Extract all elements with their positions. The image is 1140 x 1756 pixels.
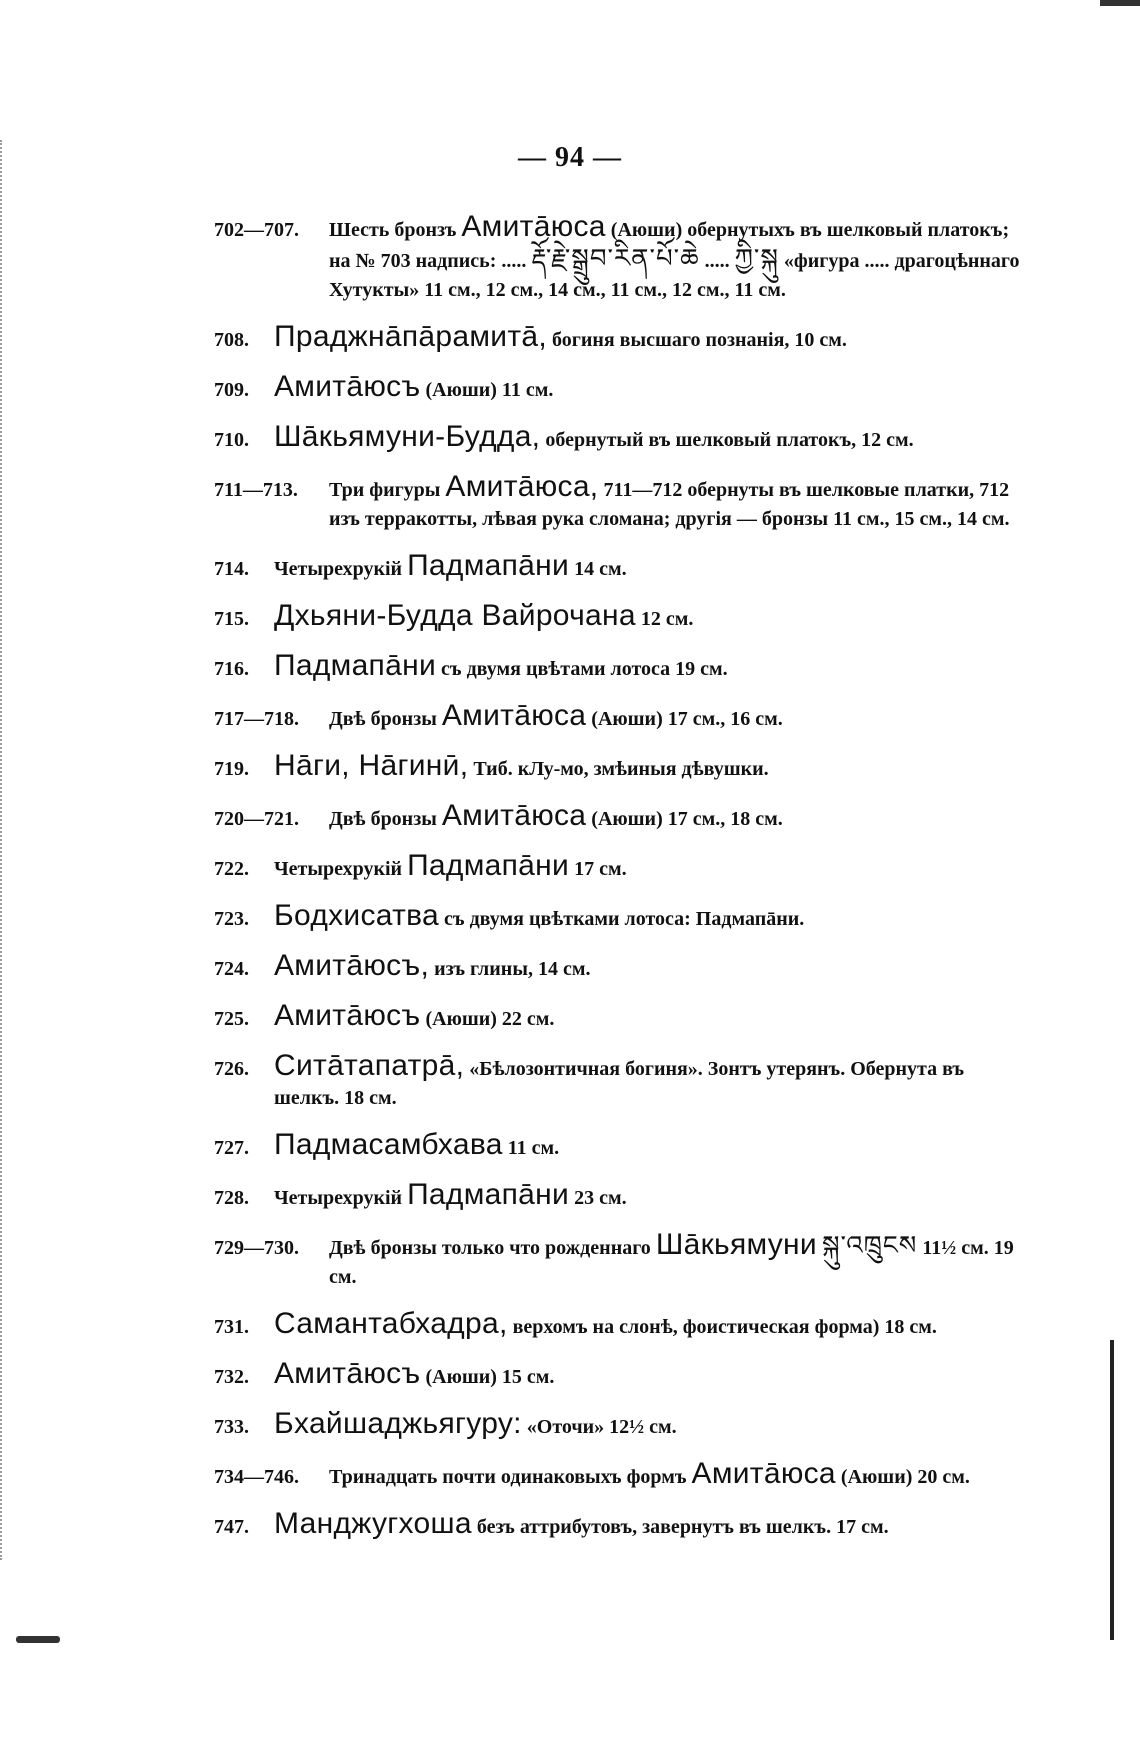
entry-text: Шесть бронзъ Амитāюса (Аюши) обернутыхъ въ шелковый платокъ; на № 703 надпись: ..... རྡོ་རྗེ་སྒྲུབ་རིན་པོ་ཆེ ..... ཀྱི་སྐུ «фигура ..... драгоцѣннаго Хутукты» 11 см., 12 см., 14 см., 11 см., 12 см., 11 см.	[329, 210, 1020, 301]
entry-number: 734—746.	[214, 1466, 299, 1488]
deity-name: Амитāюса	[691, 1457, 836, 1490]
tibetan-inscription: སྐུ་འཁྲུངས	[821, 1231, 918, 1261]
entry-number: 732.	[214, 1366, 249, 1388]
entry-number: 733.	[214, 1416, 249, 1438]
entry-text: Падмасамбхава 11 см.	[274, 1128, 560, 1161]
deity-name: Амитāюса	[441, 799, 587, 832]
entry-text: Праджнāпāрамитā, богиня высшаго познанія, 10 см.	[274, 320, 847, 353]
catalog-entry	[214, 701, 1034, 734]
deity-name: Амитāюса	[461, 210, 606, 243]
catalog-entry	[214, 901, 1034, 934]
deity-name: Самантабхадра,	[274, 1307, 508, 1340]
deity-name: Нāги, Нāгинӣ,	[274, 749, 469, 782]
entry-text: Нāги, Нāгинӣ, Тиб. кЛу-мо, змѣиныя дѣвушки.	[274, 749, 769, 782]
deity-name: Амитāюса,	[445, 470, 599, 503]
entry-number: 720—721.	[214, 808, 299, 830]
catalog-entry	[214, 1359, 1034, 1392]
entry-number: 722.	[214, 858, 249, 880]
entry-number: 715.	[214, 608, 249, 630]
scan-smudge	[16, 1636, 60, 1643]
catalog-entry	[214, 1309, 1034, 1342]
entry-number: 708.	[214, 329, 249, 351]
deity-name: Амитāюсъ	[274, 1357, 421, 1390]
catalog-entry	[214, 1409, 1034, 1442]
entry-text: Тринадцать почти одинаковыхъ формъ Амитāюса (Аюши) 20 см.	[329, 1457, 970, 1490]
entry-number: 729—730.	[214, 1237, 299, 1259]
entry-number: 725.	[214, 1008, 249, 1030]
catalog-entry	[214, 1001, 1034, 1034]
catalog-entry	[214, 372, 1034, 405]
catalog-entry	[214, 601, 1034, 634]
entry-number: 702—707.	[214, 219, 299, 241]
deity-name: Бодхисатва	[274, 899, 440, 932]
entry-number: 709.	[214, 379, 249, 401]
entry-number: 747.	[214, 1516, 249, 1538]
catalog-entry	[214, 322, 1034, 355]
entry-text: Двѣ бронзы Амитāюса (Аюши) 17 см., 18 см.	[329, 799, 783, 832]
catalog-entry	[214, 551, 1034, 584]
catalog-entry	[214, 422, 1034, 455]
deity-name: Амитāюсъ	[274, 999, 421, 1032]
entry-number: 714.	[214, 558, 249, 580]
deity-name: Амитāюсъ	[274, 370, 421, 403]
deity-name: Падмапāни	[274, 649, 437, 682]
entry-number: 719.	[214, 758, 249, 780]
entry-text: Амитāюсъ (Аюши) 22 см.	[274, 999, 555, 1032]
catalog-entry	[214, 951, 1034, 984]
catalog-entry	[214, 1051, 1034, 1113]
tibetan-inscription: རྡོ་རྗེ་སྒྲུབ་རིན་པོ་ཆེ	[531, 244, 700, 274]
deity-name: Праджнāпāрамитā,	[274, 320, 547, 353]
deity-name: Падмапāни	[407, 549, 570, 582]
entry-number: 727.	[214, 1137, 249, 1159]
entry-number: 726.	[214, 1058, 249, 1080]
entry-text: Шāкьямуни-Будда, обернутый въ шелковый платокъ, 12 см.	[274, 420, 914, 453]
entry-text: Бодхисатва съ двумя цвѣтками лотоса: Падмапāни.	[274, 899, 805, 932]
deity-name: Бхайшаджьягуру:	[274, 1407, 522, 1440]
catalog-entry	[214, 212, 1034, 305]
entry-text: Четырехрукій Падмапāни 14 см.	[274, 549, 627, 582]
entry-text: Амитāюсъ (Аюши) 15 см.	[274, 1357, 555, 1390]
deity-name: Падмапāни	[407, 849, 570, 882]
entry-text: Манджугхоша безъ аттрибутовъ, завернутъ въ шелкъ. 17 см.	[274, 1507, 889, 1540]
deity-name: Амитāюсъ,	[274, 949, 430, 982]
catalog-entry	[214, 751, 1034, 784]
entry-number: 728.	[214, 1187, 249, 1209]
catalog-entry	[214, 1509, 1034, 1542]
scan-left-edge	[0, 140, 5, 1560]
scan-right-edge	[1110, 1340, 1114, 1640]
entry-text: Бхайшаджьягуру: «Оточи» 12½ см.	[274, 1407, 677, 1440]
entry-text: Падмапāни съ двумя цвѣтами лотоса 19 см.	[274, 649, 728, 682]
entry-text: Ситāтапатрā, «Бѣлозонтичная богиня». Зонтъ утерянъ. Обернута въ шелкъ. 18 см.	[274, 1049, 965, 1109]
tibetan-inscription: ཀྱི་སྐུ	[734, 244, 779, 274]
entry-text: Три фигуры Амитāюса, 711—712 обернуты въ шелковые платки, 712 изъ терракотты, лѣвая рука сломана; другія — бронзы 11 см., 15 см., 14 см.	[329, 470, 1010, 530]
deity-name: Манджугхоша	[274, 1507, 472, 1540]
page-number: — 94 —	[518, 142, 622, 173]
deity-name: Амитāюса	[441, 699, 587, 732]
deity-name: Шāкьямуни	[655, 1228, 817, 1261]
catalog-entry	[214, 1180, 1034, 1213]
catalog-entry	[214, 651, 1034, 684]
entry-text: Четырехрукій Падмапāни 17 см.	[274, 849, 627, 882]
entry-text: Амитāюсъ, изъ глины, 14 см.	[274, 949, 591, 982]
entry-text: Дхьяни-Будда Вайрочана 12 см.	[274, 599, 694, 632]
deity-name: Дхьяни-Будда Вайрочана	[274, 599, 636, 632]
entry-number: 731.	[214, 1316, 249, 1338]
entry-number: 717—718.	[214, 708, 299, 730]
catalog-entry	[214, 1459, 1034, 1492]
deity-name: Ситāтапатрā,	[274, 1049, 465, 1082]
entry-text: Самантабхадра, верхомъ на слонѣ, фоистическая форма) 18 см.	[274, 1307, 937, 1340]
catalog-entry	[214, 1230, 1034, 1292]
deity-name: Падмапāни	[407, 1178, 570, 1211]
deity-name: Падмасамбхава	[274, 1128, 503, 1161]
catalog-entry	[214, 1130, 1034, 1163]
scan-corner-mark	[1100, 0, 1140, 6]
deity-name: Шāкьямуни-Будда,	[274, 420, 541, 453]
entry-text: Амитāюсъ (Аюши) 11 см.	[274, 370, 554, 403]
entry-text: Двѣ бронзы только что рожденнаго Шāкьямуни སྐུ་འཁྲུངས 11½ см. 19 см.	[329, 1228, 1014, 1288]
catalog-list	[214, 212, 1034, 1559]
entry-number: 724.	[214, 958, 249, 980]
entry-number: 711—713.	[214, 479, 298, 501]
entry-number: 710.	[214, 429, 249, 451]
entry-number: 716.	[214, 658, 249, 680]
catalog-entry	[214, 801, 1034, 834]
entry-number: 723.	[214, 908, 249, 930]
entry-text: Двѣ бронзы Амитāюса (Аюши) 17 см., 16 см.	[329, 699, 783, 732]
catalog-entry	[214, 851, 1034, 884]
entry-text: Четырехрукій Падмапāни 23 см.	[274, 1178, 627, 1211]
catalog-entry	[214, 472, 1034, 534]
